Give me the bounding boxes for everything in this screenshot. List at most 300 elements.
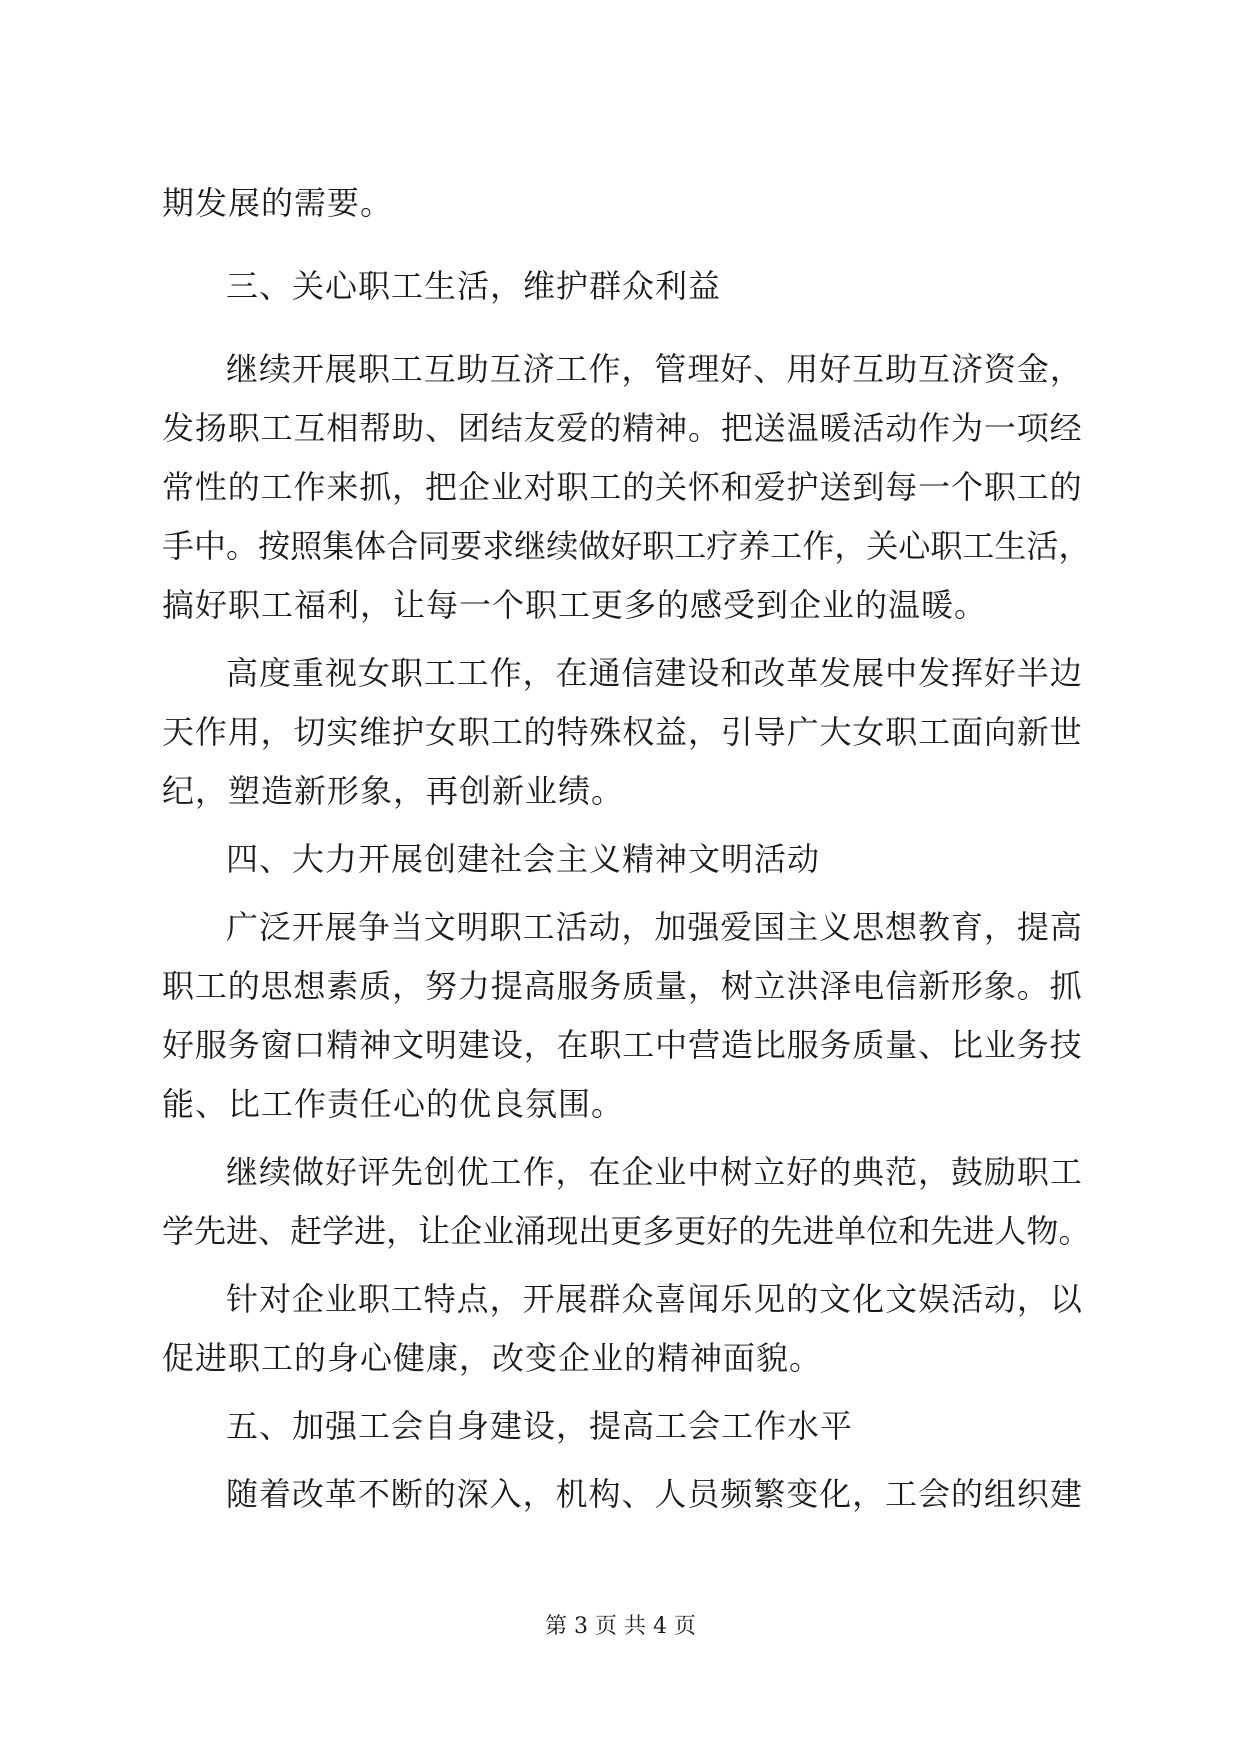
text-char: 关 [655,468,688,506]
text-char: 人 [994,1212,1027,1250]
text-char: 频 [720,1475,753,1513]
text-char: 工 [260,409,293,447]
text-char: 续 [258,1153,291,1191]
text-char: 员 [687,1475,720,1513]
text-char: 发 [819,654,852,692]
text-char: 理 [687,350,720,388]
text-char: 务 [227,1026,260,1064]
text-char: 让 [418,1212,451,1250]
text-char: 新 [1016,713,1049,751]
text-char: 涌 [514,1212,547,1250]
text-char: 多 [642,1212,675,1250]
text-char: 质 [622,967,655,1005]
text-char: ， [555,1153,588,1191]
text-char: 树 [720,1153,753,1191]
text-line [162,467,1082,507]
text-char: 护 [392,713,425,751]
text-char: 作 [522,1153,555,1191]
text-char: 活 [950,1280,983,1318]
text-char: 文 [423,908,456,946]
text-char: 好 [324,1153,357,1191]
text-char: 电 [852,967,885,1005]
text-char: 当 [390,908,423,946]
text-char: 继 [226,350,259,388]
text-char: 思 [260,967,293,1005]
text-char: 职 [642,527,675,565]
text-char: 形 [951,967,984,1005]
text-char: 助 [456,350,489,388]
text-char: 每 [885,468,918,506]
text-char: 世 [1049,713,1082,751]
text-char: 出 [578,1212,611,1250]
text-char: 好 [162,1026,195,1064]
text-char: 扬 [194,409,227,447]
text-char: 。 [1016,967,1049,1005]
text-char: 变 [786,1475,819,1513]
text-char: 展 [555,1280,588,1318]
text-char: 项 [1016,409,1049,447]
text-char: 女 [852,713,885,751]
text-char: ， [1049,350,1082,388]
text-char: 的 [819,1153,852,1191]
text-char: 要 [450,527,483,565]
text-char: 对 [258,1280,291,1318]
text-char: 立 [753,967,786,1005]
text-char: 发 [918,654,951,692]
text-char: 互 [293,409,326,447]
text-char: 工 [423,654,456,692]
text-char: 努 [425,967,458,1005]
text-char: 把 [425,468,458,506]
text-char: 群 [588,1280,621,1318]
text-char: 工 [962,527,995,565]
text-char: 口 [293,1026,326,1064]
text-char: 好 [610,527,643,565]
text-char: 好 [706,1212,739,1250]
text-char: 金 [1016,350,1049,388]
text-char: 助 [392,409,425,447]
text-char: 维 [359,713,392,751]
text-char: 企 [621,1153,654,1191]
section-heading: 四、大力开展创建社会主义精神文明活动 [226,840,821,878]
text-char: 、 [918,1026,951,1064]
text-char: 工 [489,1153,522,1191]
text-char: 技 [1049,1026,1082,1064]
text-char: 工 [885,1475,918,1513]
text-char: 建 [457,1026,490,1064]
text-char: 业 [654,1153,687,1191]
text-char: 济 [522,350,555,388]
text-char: 的 [786,1280,819,1318]
text-char: ， [688,967,721,1005]
text-char: 明 [425,1026,458,1064]
text-char: ， [834,527,867,565]
text-char: ， [621,908,654,946]
text-char: 活 [1026,527,1059,565]
text-line [226,907,1082,947]
text-char: 服 [194,1026,227,1064]
text-char: 量 [655,967,688,1005]
text-char: 中 [687,1153,720,1191]
text-char: ， [522,654,555,692]
text-char: 做 [291,1153,324,1191]
text-char: 典 [852,1153,885,1191]
text-char: 女 [425,713,458,751]
text-char: 的 [622,468,655,506]
text-char: 、 [425,409,458,447]
text-char: 展 [324,350,357,388]
text-char: 的 [523,713,556,751]
text-char: 殊 [589,713,622,751]
text-char: 义 [819,908,852,946]
text-char: 的 [589,409,622,447]
text-char: ， [386,1212,419,1250]
text-char: 业 [983,1026,1016,1064]
text-char: 务 [589,967,622,1005]
text-char: 量 [885,1026,918,1064]
text-char: 心 [898,527,931,565]
text-char: 在 [556,1026,589,1064]
text-char: 工 [674,527,707,565]
text-char: 做 [578,527,611,565]
text-char: 的 [227,967,260,1005]
text-char: 精 [622,409,655,447]
text-char: 为 [951,409,984,447]
text-char: 职 [1016,1153,1049,1191]
text-char: 关 [866,527,899,565]
text-char: 革 [324,1475,357,1513]
text-char: 权 [622,713,655,751]
text-char: 想 [885,908,918,946]
text-char: 质 [359,967,392,1005]
text-char: 职 [930,527,963,565]
text-char: 泽 [819,967,852,1005]
text-char: 好 [786,1153,819,1191]
text-char: 爱 [753,468,786,506]
text-char: 信 [621,654,654,692]
text-char: 导 [753,713,786,751]
text-char: 爱 [556,409,589,447]
text-char: 众 [621,1280,654,1318]
text-char: 到 [852,468,885,506]
text-char: 团 [457,409,490,447]
text-char: 的 [1049,468,1082,506]
text-char: 文 [392,1026,425,1064]
text-char: 体 [354,527,387,565]
text-char: 改 [291,1475,324,1513]
text-char: 新 [918,967,951,1005]
text-char: 人 [654,1475,687,1513]
text-char: 高 [1049,908,1082,946]
text-char: 好 [720,350,753,388]
text-line [226,1279,1082,1319]
text-char: 物 [1026,1212,1059,1250]
text-char: 、 [753,350,786,388]
text-char: 送 [819,468,852,506]
text-char: 务 [1016,1026,1049,1064]
text-char: 企 [457,468,490,506]
text-char: 续 [546,527,579,565]
text-char: 职 [589,1026,622,1064]
text-char: 鼓 [950,1153,983,1191]
text-char: 文 [819,1280,852,1318]
text-char: ， [621,350,654,388]
text-char: 喜 [654,1280,687,1318]
text-char: 力 [457,967,490,1005]
text-char: 常 [162,468,195,506]
text-char: 继 [514,527,547,565]
text-char: 同 [418,527,451,565]
text-char: 面 [951,713,984,751]
text-char: 职 [357,350,390,388]
text-line [162,1211,1091,1251]
text-char: ， [392,967,425,1005]
text-char: 作 [918,409,951,447]
text-char: 先 [770,1212,803,1250]
text-char: 互 [423,350,456,388]
text-char: 用 [227,713,260,751]
section-heading: 三、关心职工生活，维护群众利益 [226,267,722,305]
text-char: 工 [1016,468,1049,506]
text-line [162,966,1082,1006]
text-char: 相 [326,409,359,447]
text-char: 信 [885,967,918,1005]
text-char: 职 [390,654,423,692]
text-char: 照 [290,527,323,565]
text-char: 好 [819,350,852,388]
text-line: 纪，塑造新形象，再创新业绩。 [162,772,625,810]
text-line [226,1474,1082,1514]
text-char: 。 [1058,1212,1091,1250]
text-char: 工 [490,713,523,751]
text-char: 工 [390,1280,423,1318]
text-line [226,1152,1082,1192]
text-char: 工 [770,527,803,565]
text-char: 资 [983,350,1016,388]
text-char: 争 [357,908,390,946]
text-char: 天 [162,713,195,751]
text-char: 点 [456,1280,489,1318]
text-char: 想 [293,967,326,1005]
text-char: 。 [226,527,259,565]
text-char: 提 [1016,908,1049,946]
text-line: 促进职工的身心健康，改变企业的精神面貌。 [162,1339,823,1377]
text-char: 工 [390,350,423,388]
text-char: 针 [226,1280,259,1318]
text-char: 比 [753,1026,786,1064]
text-char: 济 [950,350,983,388]
text-char: 度 [258,654,291,692]
text-char: 集 [322,527,355,565]
text-char: 神 [655,409,688,447]
text-char: ， [522,1475,555,1513]
text-char: 求 [482,527,515,565]
text-char: 实 [326,713,359,751]
text-char: 活 [852,409,885,447]
text-char: 职 [357,1280,390,1318]
text-char: 作 [588,350,621,388]
text-char: 开 [522,1280,555,1318]
text-char: 把 [720,409,753,447]
text-char: ， [688,713,721,751]
text-char: 怀 [688,468,721,506]
text-char: 职 [227,409,260,447]
text-char: 结 [490,409,523,447]
text-char: 切 [293,713,326,751]
text-char: 工 [622,1026,655,1064]
text-line [162,408,1082,448]
text-char: 抓 [359,468,392,506]
text-char: 主 [786,908,819,946]
text-char: 发 [162,409,195,447]
text-char: 边 [1049,654,1082,692]
text-char: 工 [456,654,489,692]
text-char: 经 [1049,409,1082,447]
text-char: 继 [226,1153,259,1191]
text-char: 续 [258,350,291,388]
text-char: 立 [753,1153,786,1191]
text-char: 作 [293,468,326,506]
text-char: 高 [226,654,259,692]
text-char: 特 [423,1280,456,1318]
text-char: 暖 [819,409,852,447]
text-char: 引 [720,713,753,751]
text-char: 会 [918,1475,951,1513]
text-char: 象 [983,967,1016,1005]
text-char: 中 [194,527,227,565]
text-char: 革 [786,654,819,692]
text-char: 动 [885,409,918,447]
text-char: 闻 [687,1280,720,1318]
text-char: 营 [688,1026,721,1064]
text-char: 造 [720,1026,753,1064]
text-char: 职 [556,468,589,506]
text-char: 范 [885,1153,918,1191]
text-char: 的 [423,1475,456,1513]
text-char: ， [260,713,293,751]
text-char: 职 [885,713,918,751]
text-char: 展 [324,908,357,946]
text-char: 特 [556,713,589,751]
text-char: 合 [386,527,419,565]
text-char: 加 [654,908,687,946]
text-char: 现 [546,1212,579,1250]
text-char: 建 [654,654,687,692]
text-char: 化 [819,1475,852,1513]
text-char: 机 [555,1475,588,1513]
text-char: 洪 [786,967,819,1005]
text-char: 的 [227,468,260,506]
text-char: ， [983,908,1016,946]
text-char: 繁 [753,1475,786,1513]
text-char: 作 [802,527,835,565]
text-char: 服 [556,967,589,1005]
text-char: 强 [687,908,720,946]
text-line [162,712,1082,752]
text-line [226,653,1082,693]
text-line: 能、比工作责任心的优良氛围。 [162,1085,625,1123]
text-char: 教 [918,908,951,946]
text-char: 向 [983,713,1016,751]
text-char: 业 [490,468,523,506]
text-char: 学 [162,1212,195,1250]
text-char: 进 [962,1212,995,1250]
text-char: 高 [523,967,556,1005]
text-char: 生 [994,527,1027,565]
text-char: 神 [359,1026,392,1064]
text-char: 树 [720,967,753,1005]
text-char: 组 [983,1475,1016,1513]
text-char: 着 [258,1475,291,1513]
text-char: 工 [555,350,588,388]
text-line [162,1025,1082,1065]
text-char: 励 [983,1153,1016,1191]
text-char: 不 [357,1475,390,1513]
text-char: 的 [738,1212,771,1250]
text-char: ， [392,468,425,506]
text-char: 来 [326,468,359,506]
text-char: 业 [482,1212,515,1250]
text-char: 深 [456,1475,489,1513]
text-char: 设 [687,654,720,692]
text-char: 学 [322,1212,355,1250]
text-char: 和 [898,1212,931,1250]
text-char: 窗 [260,1026,293,1064]
text-char: 更 [674,1212,707,1250]
text-char: 化 [852,1280,885,1318]
text-char: 育 [950,908,983,946]
text-char: 抓 [1049,967,1082,1005]
text-char: 职 [489,908,522,946]
text-char: 送 [753,409,786,447]
text-char: 作 [489,654,522,692]
text-char: 职 [162,967,195,1005]
text-char: 互 [489,350,522,388]
text-char: 爱 [720,908,753,946]
text-char: 重 [291,654,324,692]
text-line: 期发展的需要。 [162,184,394,222]
page-number-footer: 第 3 页 共 4 页 [545,1614,696,1639]
text-char: 作 [194,713,227,751]
text-char: 设 [490,1026,523,1064]
text-char: 工 [589,468,622,506]
text-char: 工 [194,967,227,1005]
text-char: 友 [523,409,556,447]
section-heading: 五、加强工会自身建设，提高工会工作水平 [226,1407,854,1445]
text-char: ， [918,1153,951,1191]
text-char: 进 [226,1212,259,1250]
text-char: 。 [688,409,721,447]
text-char: 进 [802,1212,835,1250]
text-char: 工 [1049,1153,1082,1191]
text-char: 乐 [720,1280,753,1318]
text-char: 断 [390,1475,423,1513]
text-char: 先 [194,1212,227,1250]
text-char: 单 [834,1212,867,1250]
text-char: 工 [522,908,555,946]
text-char: 按 [258,527,291,565]
text-char: 开 [291,908,324,946]
text-char: 中 [655,1026,688,1064]
text-char: 服 [786,1026,819,1064]
text-line [162,526,1091,566]
text-line: 搞好职工福利，让每一个职工更多的感受到企业的温暖。 [162,586,988,624]
text-char: ， [1016,1280,1049,1318]
text-char: 构 [588,1475,621,1513]
text-char: 位 [866,1212,899,1250]
text-char: 明 [456,908,489,946]
text-char: 泛 [258,908,291,946]
